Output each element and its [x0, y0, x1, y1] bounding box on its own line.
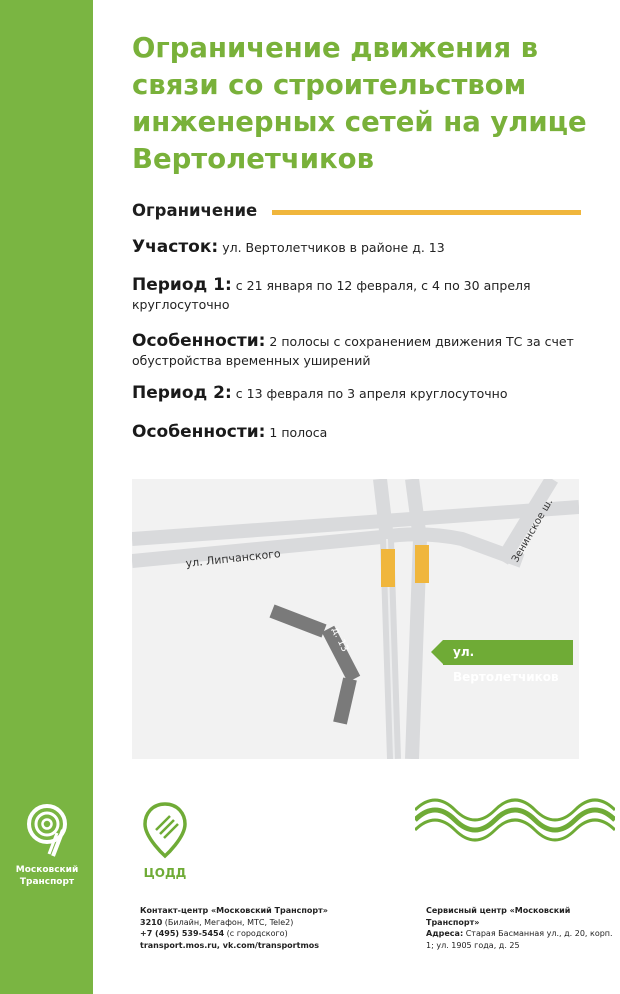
service-address: Старая Басманная ул., д. 20, корп. 1; ул. 1905 года, д. 25 [426, 929, 613, 950]
tsodd-pin-icon [140, 800, 190, 860]
detail-section [132, 238, 592, 257]
service-heading: Сервисный центр «Московский Транспорт» [426, 906, 571, 927]
service-address-label: Адреса: [426, 929, 464, 938]
nine-icon [17, 800, 77, 860]
contact-heading: Контакт-центр «Московский Транспорт» [140, 906, 328, 915]
building-label: д. 13 [329, 625, 351, 654]
construction-zone-left [381, 549, 395, 587]
moscow-transport-label: Московский Транспорт [15, 865, 79, 887]
detail-period-1 [132, 276, 592, 314]
detail-label: Период 2: [132, 383, 232, 403]
service-center-info [426, 905, 616, 951]
detail-text: с 13 февраля по 3 апреля круглосуточно [235, 386, 508, 401]
contact-center-info [140, 905, 380, 951]
building-d13-part3 [340, 679, 350, 723]
section-divider [272, 210, 581, 215]
map [132, 479, 579, 759]
contact-phone-note: (с городского) [224, 929, 288, 938]
contact-sites: transport.mos.ru, vk.com/transportmos [140, 940, 320, 950]
detail-label: Участок: [132, 237, 219, 257]
detail-features-1 [132, 332, 592, 370]
contact-short-number: 3210 [140, 917, 163, 927]
detail-text: 2 полосы с сохранением движения ТС за счет обустройства временных уширений [132, 334, 574, 368]
detail-text: с 21 января по 12 февраля, с 4 по 30 апреля круглосуточно [132, 278, 531, 312]
detail-label: Период 1: [132, 275, 232, 295]
wave-ornament [415, 795, 615, 845]
moscow-transport-logo [8, 800, 86, 888]
detail-label: Особенности: [132, 331, 266, 351]
road-vertoletchikov-right [412, 479, 420, 759]
detail-label: Особенности: [132, 422, 266, 442]
section-heading: Ограничение [132, 201, 258, 220]
street-label-vertoletchikov: ул. Вертолетчиков [443, 640, 573, 665]
tsodd-label: ЦОДД [143, 866, 187, 880]
contact-short-note: (Билайн, Мегафон, МТС, Tele2) [162, 917, 294, 927]
tsodd-logo [135, 800, 195, 880]
contact-phone: +7 (495) 539-5454 [140, 929, 225, 938]
map-drawing [132, 479, 579, 759]
detail-period-2 [132, 384, 592, 403]
detail-text: 1 полоса [269, 425, 328, 440]
detail-text: ул. Вертолетчиков в районе д. 13 [222, 240, 445, 255]
street-label-lipchanskogo: ул. Липчанского [184, 547, 282, 570]
detail-features-2 [132, 423, 592, 442]
street-label-zeninskoe: Зенинское ш. [510, 497, 556, 565]
street-label-pointer [431, 640, 443, 664]
building-d13-part1 [272, 611, 324, 631]
page-title: Ограничение движения в связи со строительством инженерных сетей на улице Вертолетчиков [132, 32, 587, 175]
construction-zone-right [415, 545, 429, 583]
